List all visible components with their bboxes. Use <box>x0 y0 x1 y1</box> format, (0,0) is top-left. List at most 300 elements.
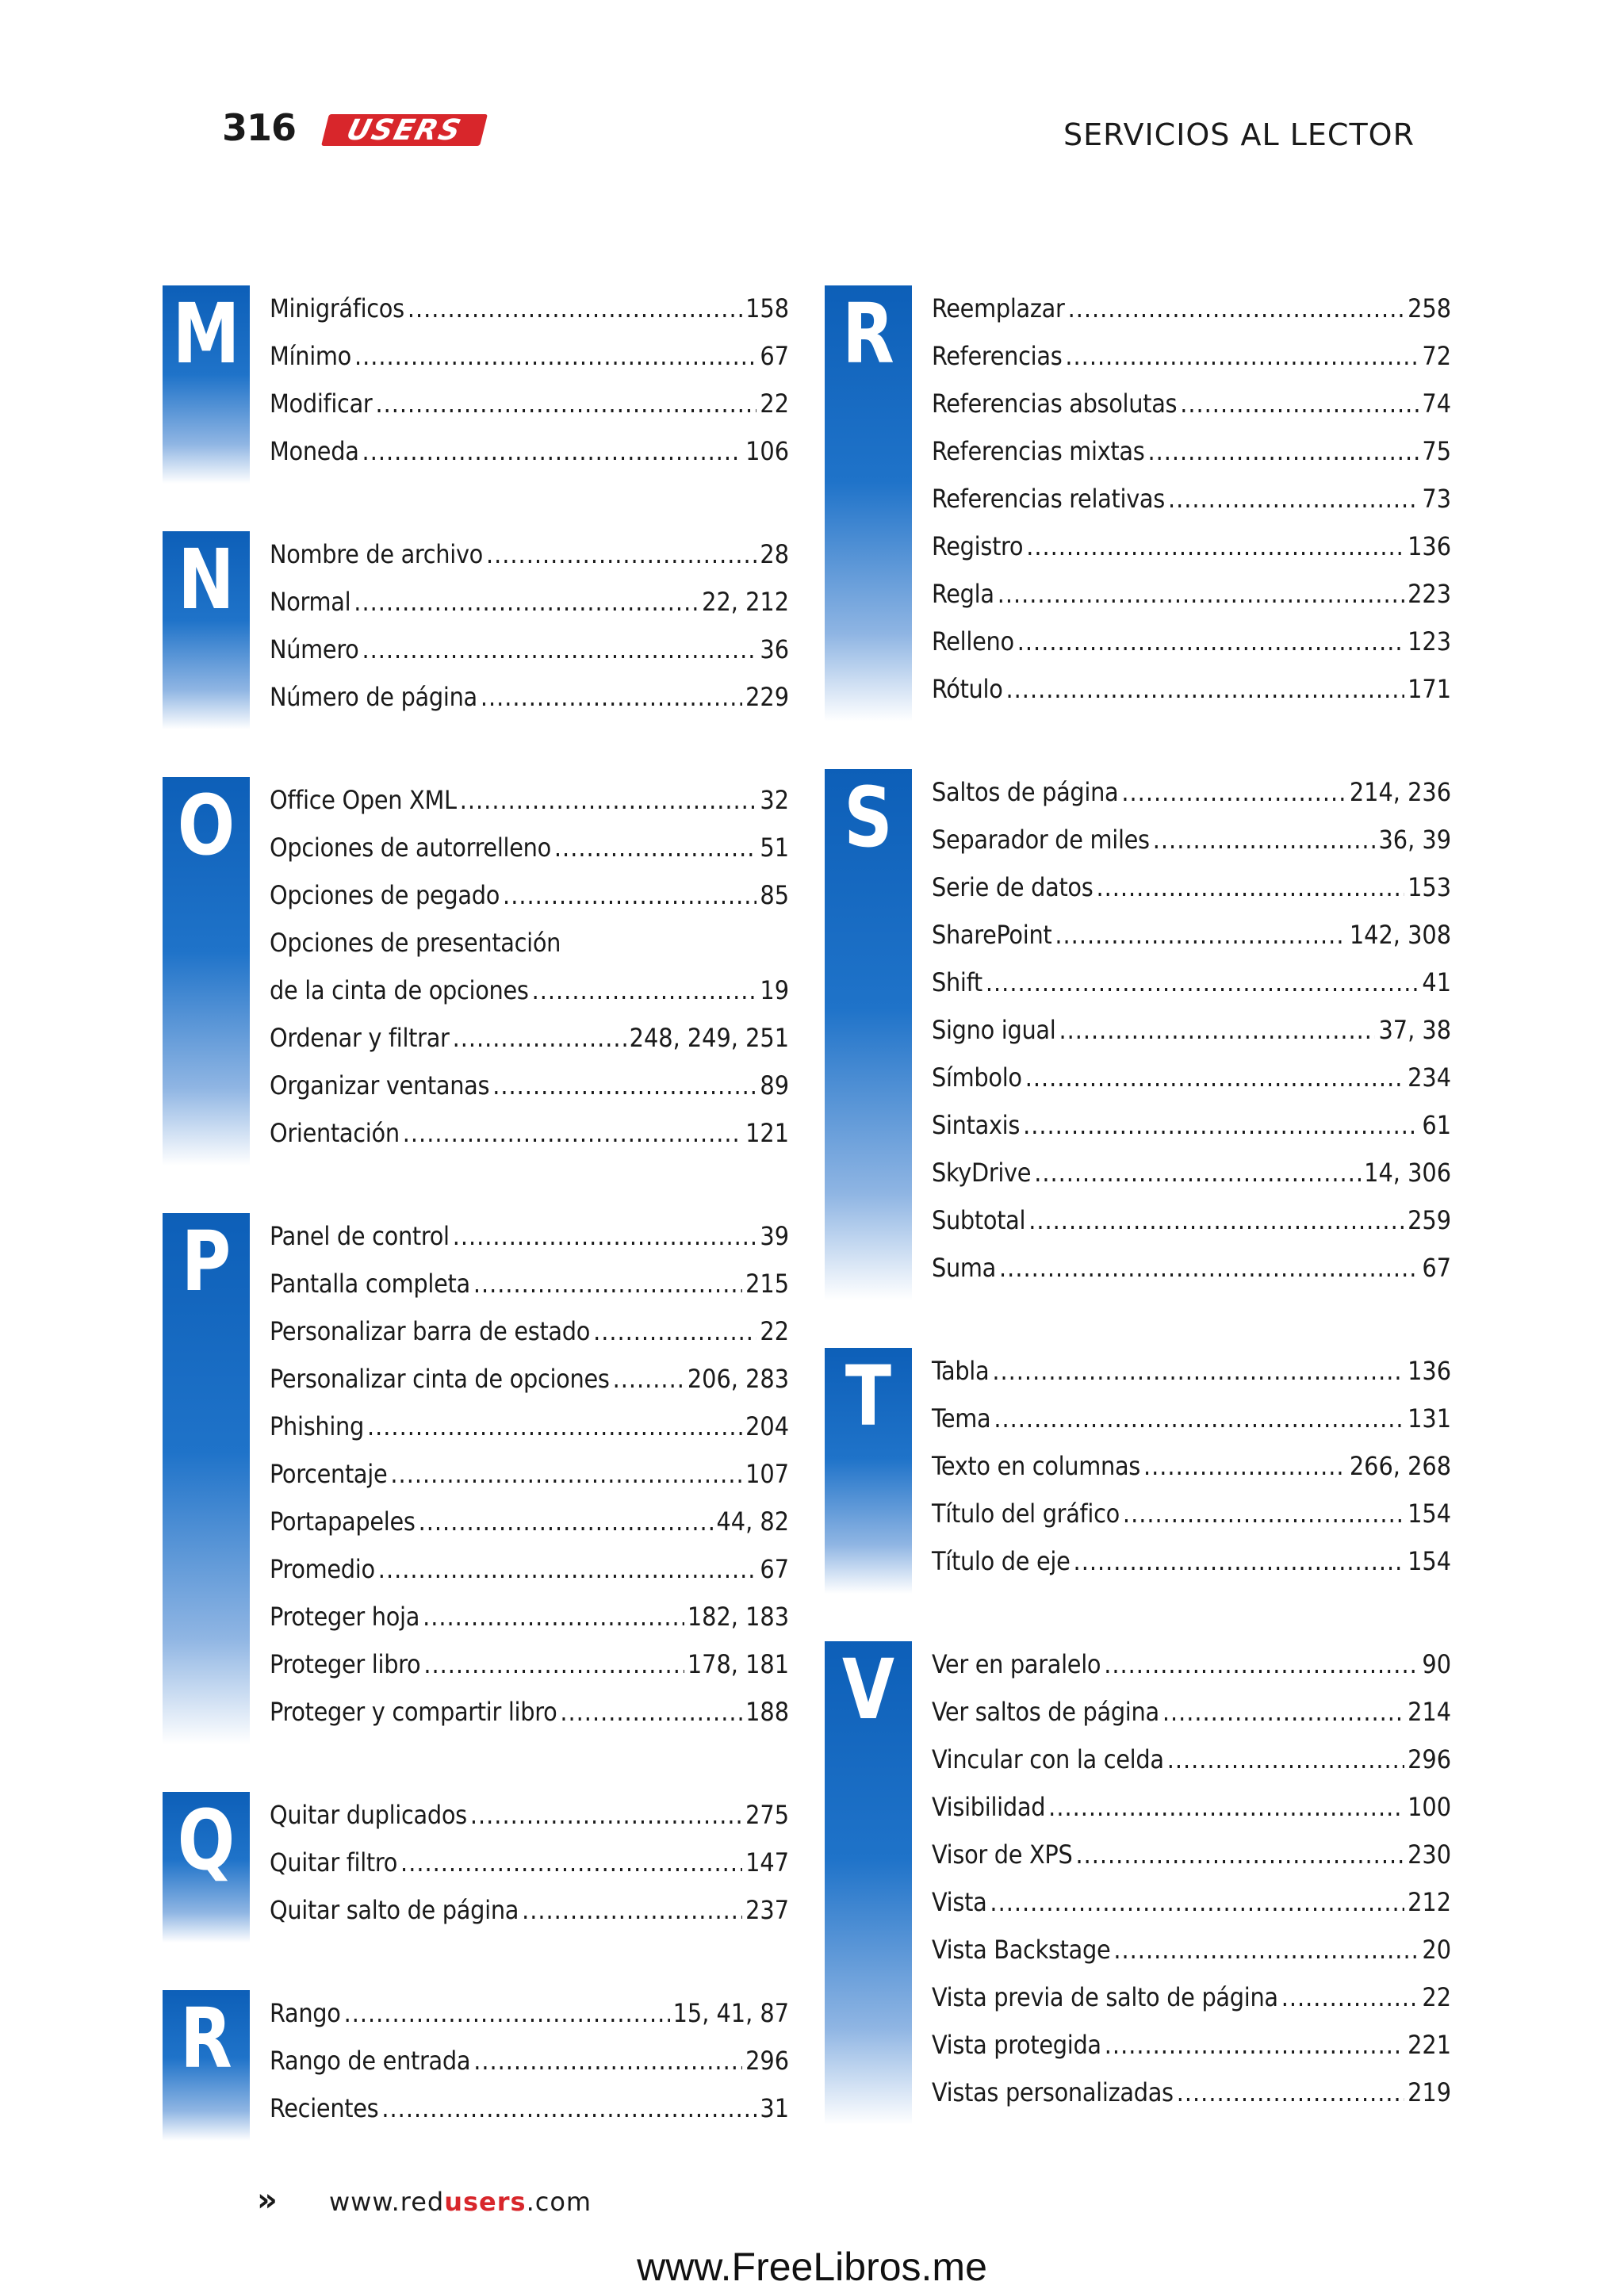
entry-term: Proteger libro <box>270 1649 421 1679</box>
dot-leader <box>453 1221 757 1251</box>
entry-term: Proteger hoja <box>270 1602 420 1632</box>
entry-term: Quitar duplicados <box>270 1800 467 1830</box>
dot-leader <box>1059 1015 1375 1045</box>
dot-leader <box>1177 2077 1404 2107</box>
entry-pages: 230 <box>1408 1839 1451 1870</box>
entry-term: Opciones de autorrelleno <box>270 833 551 863</box>
footer-url[interactable] <box>329 2187 592 2217</box>
section-letter: V <box>841 1641 895 1738</box>
dot-leader <box>1017 626 1404 657</box>
dot-leader <box>453 1023 626 1053</box>
section-letter: T <box>845 1348 892 1445</box>
section-letter: R <box>180 1990 232 2087</box>
entry-term: Moneda <box>270 436 359 466</box>
entry-pages: 182, 183 <box>687 1602 789 1632</box>
entry-list <box>270 531 789 729</box>
index-group-v <box>825 1641 1451 2125</box>
dot-leader <box>390 1459 742 1489</box>
index-entry <box>270 975 789 1023</box>
index-entry <box>932 293 1451 341</box>
entry-term: Vista protegida <box>932 2030 1101 2060</box>
entry-term: Vista Backstage <box>932 1935 1111 1965</box>
index-entry <box>270 341 789 389</box>
index-group-m <box>163 285 789 484</box>
entry-pages: 214 <box>1408 1697 1451 1727</box>
entry-pages: 171 <box>1408 674 1451 704</box>
entry-pages: 136 <box>1408 1356 1451 1386</box>
index-entry <box>270 436 789 484</box>
index-entry <box>932 1982 1451 2030</box>
entry-pages: 131 <box>1408 1403 1451 1434</box>
entry-term: SkyDrive <box>932 1158 1032 1188</box>
letter-tab <box>825 285 912 722</box>
entry-pages: 214, 236 <box>1349 777 1451 807</box>
dot-leader <box>1180 389 1419 419</box>
dot-leader <box>1123 1499 1404 1529</box>
index-entry <box>932 1792 1451 1839</box>
entry-pages: 67 <box>760 1554 789 1584</box>
entry-term: Ver en paralelo <box>932 1649 1101 1679</box>
entry-term: Orientación <box>270 1118 400 1148</box>
dot-leader <box>1168 484 1419 514</box>
dot-leader <box>1162 1697 1404 1727</box>
entry-pages: 22 <box>760 389 789 419</box>
entry-term: Porcentaje <box>270 1459 388 1489</box>
dot-leader <box>1006 674 1405 704</box>
entry-pages: 266, 268 <box>1349 1451 1451 1481</box>
entry-pages: 223 <box>1408 579 1451 609</box>
entry-pages: 123 <box>1408 626 1451 657</box>
entry-term: Portapapeles <box>270 1506 416 1537</box>
entry-term: Promedio <box>270 1554 375 1584</box>
entry-pages: 22, 212 <box>702 587 789 617</box>
index-entry <box>932 1062 1451 1110</box>
entry-pages: 14, 306 <box>1364 1158 1451 1188</box>
entry-term: Ver saltos de página <box>932 1697 1159 1727</box>
entry-pages: 61 <box>1422 1110 1451 1140</box>
footer-url-brand: users <box>444 2187 527 2217</box>
entry-term: Símbolo <box>932 1062 1022 1093</box>
entry-pages: 41 <box>1422 967 1451 997</box>
dot-leader <box>1153 825 1376 855</box>
dot-leader <box>403 1118 742 1148</box>
index-column-left <box>163 285 789 2188</box>
entry-term: Número de página <box>270 682 477 712</box>
letter-tab <box>163 777 250 1166</box>
entry-term: Sintaxis <box>932 1110 1021 1140</box>
entry-list <box>932 769 1451 1300</box>
dot-leader <box>460 785 757 815</box>
entry-term: Referencias relativas <box>932 484 1165 514</box>
index-entry <box>932 1110 1451 1158</box>
dot-leader <box>344 1998 670 2028</box>
dot-leader <box>990 1887 1404 1917</box>
entry-pages: 31 <box>760 2093 789 2123</box>
letter-tab <box>825 769 912 1300</box>
watermark[interactable]: www.FreeLibros.me <box>637 2245 987 2289</box>
index-entry <box>270 1459 789 1506</box>
dot-leader <box>1055 920 1346 950</box>
index-entry <box>270 1998 789 2046</box>
dot-leader <box>419 1506 714 1537</box>
entry-pages: 221 <box>1408 2030 1451 2060</box>
entry-term: Separador de miles <box>932 825 1150 855</box>
entry-list <box>270 285 789 484</box>
entry-pages: 258 <box>1408 293 1451 323</box>
entry-term: Subtotal <box>932 1205 1026 1235</box>
entry-list <box>932 285 1451 722</box>
entry-term: Suma <box>932 1253 997 1283</box>
index-entry <box>932 674 1451 722</box>
entry-term: Opciones de presentación <box>270 928 561 958</box>
entry-term: Serie de datos <box>932 872 1094 902</box>
index-entry <box>932 341 1451 389</box>
dot-leader <box>1025 1062 1404 1093</box>
index-entry <box>932 436 1451 484</box>
entry-term: Quitar filtro <box>270 1847 398 1878</box>
dot-leader <box>1096 872 1404 902</box>
dot-leader <box>503 880 756 910</box>
index-entry <box>932 1546 1451 1594</box>
entry-pages: 219 <box>1408 2077 1451 2107</box>
users-logo <box>321 114 488 146</box>
dot-leader <box>1281 1982 1419 2012</box>
dot-leader <box>1048 1792 1404 1822</box>
index-entry <box>270 539 789 587</box>
entry-term: Ordenar y filtrar <box>270 1023 450 1053</box>
index-entry <box>932 1015 1451 1062</box>
entry-term: Saltos de página <box>932 777 1119 807</box>
entry-list <box>932 1641 1451 2125</box>
index-entry <box>270 2093 789 2141</box>
footer-arrows-icon: » <box>257 2182 270 2218</box>
index-entry <box>932 1356 1451 1403</box>
index-entry <box>932 531 1451 579</box>
entry-term: Título del gráfico <box>932 1499 1120 1529</box>
entry-pages: 90 <box>1422 1649 1451 1679</box>
entry-pages: 237 <box>745 1895 789 1925</box>
index-group-p <box>163 1213 789 1744</box>
entry-term: Relleno <box>932 626 1014 657</box>
page-number: 316 <box>222 106 297 149</box>
index-entry <box>270 1800 789 1847</box>
dot-leader <box>367 1411 742 1441</box>
dot-leader <box>1143 1451 1346 1481</box>
index-entry <box>932 1158 1451 1205</box>
entry-term: Panel de control <box>270 1221 450 1251</box>
dot-leader <box>362 634 756 664</box>
dot-leader <box>354 341 756 371</box>
entry-term: Mínimo <box>270 341 351 371</box>
entry-pages: 20 <box>1422 1935 1451 1965</box>
entry-term: Rótulo <box>932 674 1003 704</box>
dot-leader <box>381 2093 756 2123</box>
entry-pages: 36, 39 <box>1378 825 1451 855</box>
index-entry <box>270 634 789 682</box>
dot-leader <box>986 967 1419 997</box>
entry-term: Opciones de pegado <box>270 880 500 910</box>
entry-pages: 19 <box>760 975 789 1005</box>
entry-list <box>270 1792 789 1943</box>
entry-term: SharePoint <box>932 920 1052 950</box>
dot-leader <box>354 587 699 617</box>
entry-term: Phishing <box>270 1411 364 1441</box>
entry-pages: 178, 181 <box>687 1649 789 1679</box>
dot-leader <box>1026 531 1404 561</box>
entry-term: Pantalla completa <box>270 1269 470 1299</box>
dot-leader <box>408 293 742 323</box>
index-entry <box>270 1070 789 1118</box>
entry-pages: 153 <box>1408 872 1451 902</box>
index-entry <box>270 833 789 880</box>
entry-pages: 85 <box>760 880 789 910</box>
entry-pages: 72 <box>1422 341 1451 371</box>
dot-leader <box>1075 1839 1404 1870</box>
index-entry <box>270 1269 789 1316</box>
entry-term: Tabla <box>932 1356 990 1386</box>
entry-term: Regla <box>932 579 994 609</box>
dot-leader <box>486 539 756 569</box>
entry-term: Personalizar barra de estado <box>270 1316 591 1346</box>
section-letter: O <box>177 777 236 874</box>
entry-pages: 296 <box>1408 1744 1451 1774</box>
entry-list <box>932 1348 1451 1594</box>
dot-leader <box>1167 1744 1404 1774</box>
dot-leader <box>554 833 756 863</box>
entry-pages: 67 <box>760 341 789 371</box>
entry-pages: 154 <box>1408 1546 1451 1576</box>
entry-pages: 107 <box>745 1459 789 1489</box>
entry-term: Rango <box>270 1998 341 2028</box>
entry-term: Normal <box>270 587 351 617</box>
entry-pages: 22 <box>1422 1982 1451 2012</box>
entry-pages: 100 <box>1408 1792 1451 1822</box>
dot-leader <box>999 1253 1419 1283</box>
index-entry <box>932 1499 1451 1546</box>
dot-leader <box>1105 2030 1404 2060</box>
entry-pages: 142, 308 <box>1349 920 1451 950</box>
entry-term: Vistas personalizadas <box>932 2077 1174 2107</box>
dot-leader <box>423 1602 684 1632</box>
entry-term: Referencias absolutas <box>932 389 1178 419</box>
index-group-r <box>163 1990 789 2141</box>
index-group-n <box>163 531 789 729</box>
entry-term: Reemplazar <box>932 293 1065 323</box>
entry-pages: 147 <box>745 1847 789 1878</box>
index-group-t <box>825 1348 1451 1594</box>
index-entry <box>932 1697 1451 1744</box>
index-entry <box>270 1649 789 1697</box>
dot-leader <box>1113 1935 1419 1965</box>
dot-leader <box>522 1895 742 1925</box>
index-entry <box>270 1847 789 1895</box>
dot-leader <box>1147 436 1419 466</box>
index-entry <box>270 1023 789 1070</box>
entry-pages: 44, 82 <box>716 1506 789 1537</box>
entry-term: Vista previa de salto de página <box>932 1982 1278 2012</box>
entry-pages: 154 <box>1408 1499 1451 1529</box>
index-entry <box>270 1895 789 1943</box>
index-entry <box>270 682 789 729</box>
entry-pages: 51 <box>760 833 789 863</box>
entry-term: Vincular con la celda <box>932 1744 1164 1774</box>
dot-leader <box>994 1403 1404 1434</box>
index-entry <box>270 1118 789 1166</box>
entry-term: Modificar <box>270 389 373 419</box>
index-entry <box>932 1403 1451 1451</box>
index-entry <box>932 1744 1451 1792</box>
users-logo-text: USERS <box>343 113 465 147</box>
dot-leader <box>481 682 742 712</box>
entry-pages: 28 <box>760 539 789 569</box>
dot-leader <box>470 1800 742 1830</box>
letter-tab <box>163 285 250 484</box>
index-entry <box>932 920 1451 967</box>
entry-pages: 67 <box>1422 1253 1451 1283</box>
entry-term: Personalizar cinta de opciones <box>270 1364 610 1394</box>
dot-leader <box>992 1356 1404 1386</box>
index-entry <box>932 1253 1451 1300</box>
index-entry <box>270 2046 789 2093</box>
entry-term: Office Open XML <box>270 785 457 815</box>
index-entry <box>270 1364 789 1411</box>
entry-term: Tema <box>932 1403 991 1434</box>
index-entry <box>932 1205 1451 1253</box>
section-letter: S <box>844 769 893 866</box>
entry-term: Rango de entrada <box>270 2046 471 2076</box>
entry-pages: 248, 249, 251 <box>629 1023 789 1053</box>
entry-pages: 75 <box>1422 436 1451 466</box>
index-entry <box>932 1935 1451 1982</box>
entry-pages: 275 <box>745 1800 789 1830</box>
index-entry <box>932 389 1451 436</box>
section-title: SERVICIOS AL LECTOR <box>1063 117 1415 152</box>
dot-leader <box>1121 777 1346 807</box>
entry-list <box>270 1990 789 2141</box>
index-entry <box>270 389 789 436</box>
section-letter: P <box>181 1213 232 1310</box>
index-group-r <box>825 285 1451 722</box>
index-column-right <box>825 285 1451 2172</box>
dot-leader <box>560 1697 742 1727</box>
entry-pages: 106 <box>745 436 789 466</box>
index-entry <box>932 872 1451 920</box>
letter-tab <box>163 1792 250 1943</box>
index-group-o <box>163 777 789 1166</box>
dot-leader <box>1104 1649 1419 1679</box>
index-entry <box>270 785 789 833</box>
entry-term: Organizar ventanas <box>270 1070 490 1101</box>
entry-pages: 74 <box>1422 389 1451 419</box>
entry-list <box>270 777 789 1166</box>
dot-leader <box>613 1364 684 1394</box>
index-entry <box>932 2077 1451 2125</box>
index-entry <box>932 777 1451 825</box>
dot-leader <box>473 2046 742 2076</box>
index-entry <box>932 1887 1451 1935</box>
index-entry <box>270 928 789 975</box>
index-entry <box>270 293 789 341</box>
dot-leader <box>1034 1158 1361 1188</box>
index-entry <box>270 1221 789 1269</box>
dot-leader <box>375 389 756 419</box>
index-group-q <box>163 1792 789 1943</box>
letter-tab <box>163 531 250 729</box>
section-letter: N <box>178 531 235 628</box>
dot-leader <box>1023 1110 1419 1140</box>
dot-leader <box>593 1316 756 1346</box>
entry-pages: 121 <box>745 1118 789 1148</box>
entry-pages: 136 <box>1408 531 1451 561</box>
entry-pages: 32 <box>760 785 789 815</box>
index-group-s <box>825 769 1451 1300</box>
entry-term: Vista <box>932 1887 987 1917</box>
letter-tab <box>163 1990 250 2141</box>
section-letter: R <box>842 285 894 382</box>
entry-term: Referencias <box>932 341 1063 371</box>
index-entry <box>932 1451 1451 1499</box>
entry-term: Nombre de archivo <box>270 539 483 569</box>
entry-pages: 229 <box>745 682 789 712</box>
dot-leader <box>378 1554 757 1584</box>
entry-term: Minigráficos <box>270 293 404 323</box>
entry-pages: 212 <box>1408 1887 1451 1917</box>
index-entry <box>932 1649 1451 1697</box>
index-entry <box>270 1602 789 1649</box>
section-letter: Q <box>177 1792 236 1889</box>
dot-leader <box>473 1269 742 1299</box>
entry-term: Signo igual <box>932 1015 1056 1045</box>
entry-term: Visor de XPS <box>932 1839 1073 1870</box>
entry-term: Registro <box>932 531 1024 561</box>
dot-leader <box>1068 293 1405 323</box>
entry-pages: 89 <box>760 1070 789 1101</box>
dot-leader <box>362 436 743 466</box>
index-entry <box>932 484 1451 531</box>
entry-pages: 158 <box>745 293 789 323</box>
index-entry <box>270 1316 789 1364</box>
dot-leader <box>1074 1546 1405 1576</box>
section-letter: M <box>172 285 240 382</box>
index-entry <box>270 1554 789 1602</box>
entry-pages: 188 <box>745 1697 789 1727</box>
entry-term: Quitar salto de página <box>270 1895 519 1925</box>
entry-term: Referencias mixtas <box>932 436 1145 466</box>
entry-pages: 234 <box>1408 1062 1451 1093</box>
index-entry <box>270 587 789 634</box>
entry-pages: 215 <box>745 1269 789 1299</box>
entry-term: Shift <box>932 967 982 997</box>
index-entry <box>270 1697 789 1744</box>
dot-leader <box>998 579 1404 609</box>
entry-term: Proteger y compartir libro <box>270 1697 557 1727</box>
dot-leader <box>532 975 757 1005</box>
index-entry <box>270 880 789 928</box>
letter-tab <box>825 1641 912 2125</box>
dot-leader <box>492 1070 756 1101</box>
entry-pages: 15, 41, 87 <box>672 1998 789 2028</box>
dot-leader <box>1065 341 1419 371</box>
index-entry <box>932 579 1451 626</box>
index-entry <box>932 1839 1451 1887</box>
index-entry <box>932 967 1451 1015</box>
entry-term: de la cinta de opciones <box>270 975 529 1005</box>
dot-leader <box>400 1847 742 1878</box>
entry-pages: 296 <box>745 2046 789 2076</box>
index-entry <box>270 1506 789 1554</box>
entry-pages: 39 <box>760 1221 789 1251</box>
entry-pages: 259 <box>1408 1205 1451 1235</box>
